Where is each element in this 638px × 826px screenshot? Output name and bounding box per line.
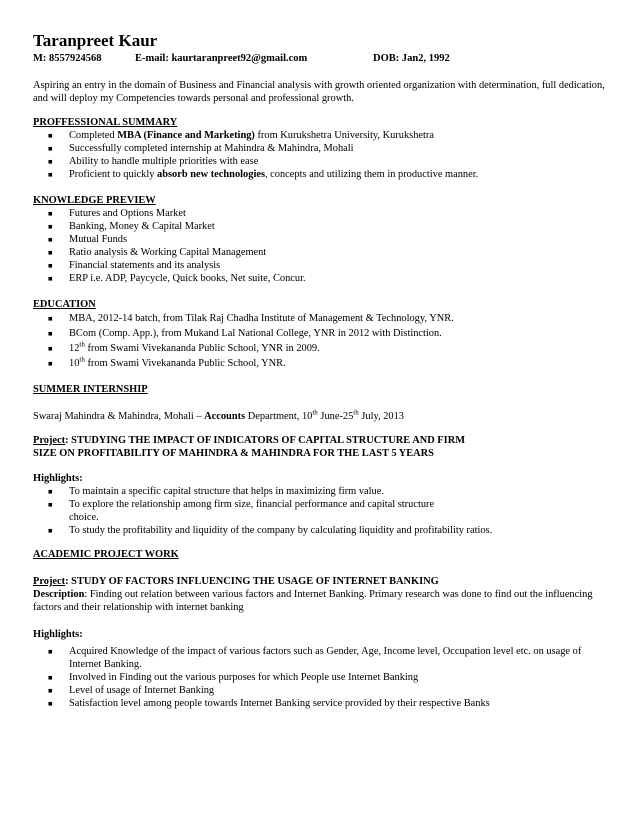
list-item: ■ Financial statements and its analysis xyxy=(33,259,608,272)
date-of-birth: DOB: Jan2, 1992 xyxy=(373,53,450,64)
section-heading: PROFFESSIONAL SUMMARY xyxy=(33,117,178,128)
list-item: ■ 10th from Swami Vivekananda Public School, YNR. xyxy=(33,356,608,371)
email-address: E-mail: kaurtaranpreet92@gmail.com xyxy=(135,53,308,64)
list-item: ■ To maintain a specific capital structure that helps in maximizing firm value. xyxy=(33,485,458,498)
list-item: ■ Ratio analysis & Working Capital Management xyxy=(33,246,608,259)
career-objective: Aspiring an entry in the domain of Business and Financial analysis with growth oriented organization with determination, full dedication, and will deploy my Competencies towards personal and professional growth. xyxy=(33,80,605,104)
list-item: ■ To explore the relationship among firm size, financial performance and capital structure choice. xyxy=(33,498,458,524)
list-item: ■ Satisfaction level among people towards Internet Banking service provided by their respective Banks xyxy=(33,697,608,710)
list-item: ■ Mutual Funds xyxy=(33,233,608,246)
section-heading: SUMMER INTERNSHIP xyxy=(33,384,148,395)
list-item: ■ To study the profitability and liquidity of the company by calculating liquidity and profitability ratios. xyxy=(33,524,608,537)
list-item: ■ Futures and Options Market xyxy=(33,207,608,220)
internship-project-title: Project: STUDYING THE IMPACT OF INDICATORS OF CAPITAL STRUCTURE AND FIRM SIZE ON PROFITABILITY OF MAHINDRA & MAHINDRA FOR THE LAST 5 YEARS xyxy=(33,435,466,459)
list-item: ■ Acquired Knowledge of the impact of various factors such as Gender, Age, Income level, Occupation level etc. on usage of Internet Banking. xyxy=(33,645,608,671)
internship-details: Swaraj Mahindra & Mahindra, Mohali – Accounts Department, 10th June-25th July, 2013 xyxy=(33,408,404,422)
academic-project-highlights xyxy=(33,628,608,710)
academic-project-title: Project: STUDY OF FACTORS INFLUENCING THE USAGE OF INTERNET BANKING xyxy=(33,576,439,587)
list-item: ■ BCom (Comp. App.), from Mukand Lal National College, YNR in 2012 with Distinction. xyxy=(33,326,608,341)
list-item: ■ Level of usage of Internet Banking xyxy=(33,684,608,697)
highlights-label: Highlights: xyxy=(33,629,83,640)
list-item: ■ 12th from Swami Vivekananda Public School, YNR in 2009. xyxy=(33,341,608,356)
internship-highlights xyxy=(33,472,608,537)
knowledge-preview-section xyxy=(33,194,608,285)
professional-summary-section xyxy=(33,116,608,181)
list-item: ■ Involved in Finding out the various purposes for which People use Internet Banking xyxy=(33,671,608,684)
mobile-number: M: 8557924568 xyxy=(33,53,102,64)
list-item: ■ Proficient to quickly absorb new technologies, concepts and utilizing them in productive manner. xyxy=(33,168,608,181)
education-section xyxy=(33,298,608,371)
list-item: ■ MBA, 2012-14 batch, from Tilak Raj Chadha Institute of Management & Technology, YNR. xyxy=(33,311,608,326)
list-item: ■ ERP i.e. ADP, Paycycle, Quick books, Net suite, Concur. xyxy=(33,272,608,285)
highlights-label: Highlights: xyxy=(33,473,83,484)
list-item: ■ Completed MBA (Finance and Marketing) from Kurukshetra University, Kurukshetra xyxy=(33,129,608,142)
section-heading: ACADEMIC PROJECT WORK xyxy=(33,549,179,560)
list-item: ■ Banking, Money & Capital Market xyxy=(33,220,608,233)
academic-project-description: Description: Finding out relation between various factors and Internet Banking. Primary research was done to find out the influencing factors and their relationship with internet banking xyxy=(33,589,593,613)
list-item: ■ Ability to handle multiple priorities with ease xyxy=(33,155,608,168)
candidate-name: Taranpreet Kaur xyxy=(33,31,158,50)
list-item: ■ Successfully completed internship at Mahindra & Mahindra, Mohali xyxy=(33,142,608,155)
section-heading: EDUCATION xyxy=(33,299,96,310)
contact-line xyxy=(33,53,608,67)
section-heading: KNOWLEDGE PREVIEW xyxy=(33,195,156,206)
